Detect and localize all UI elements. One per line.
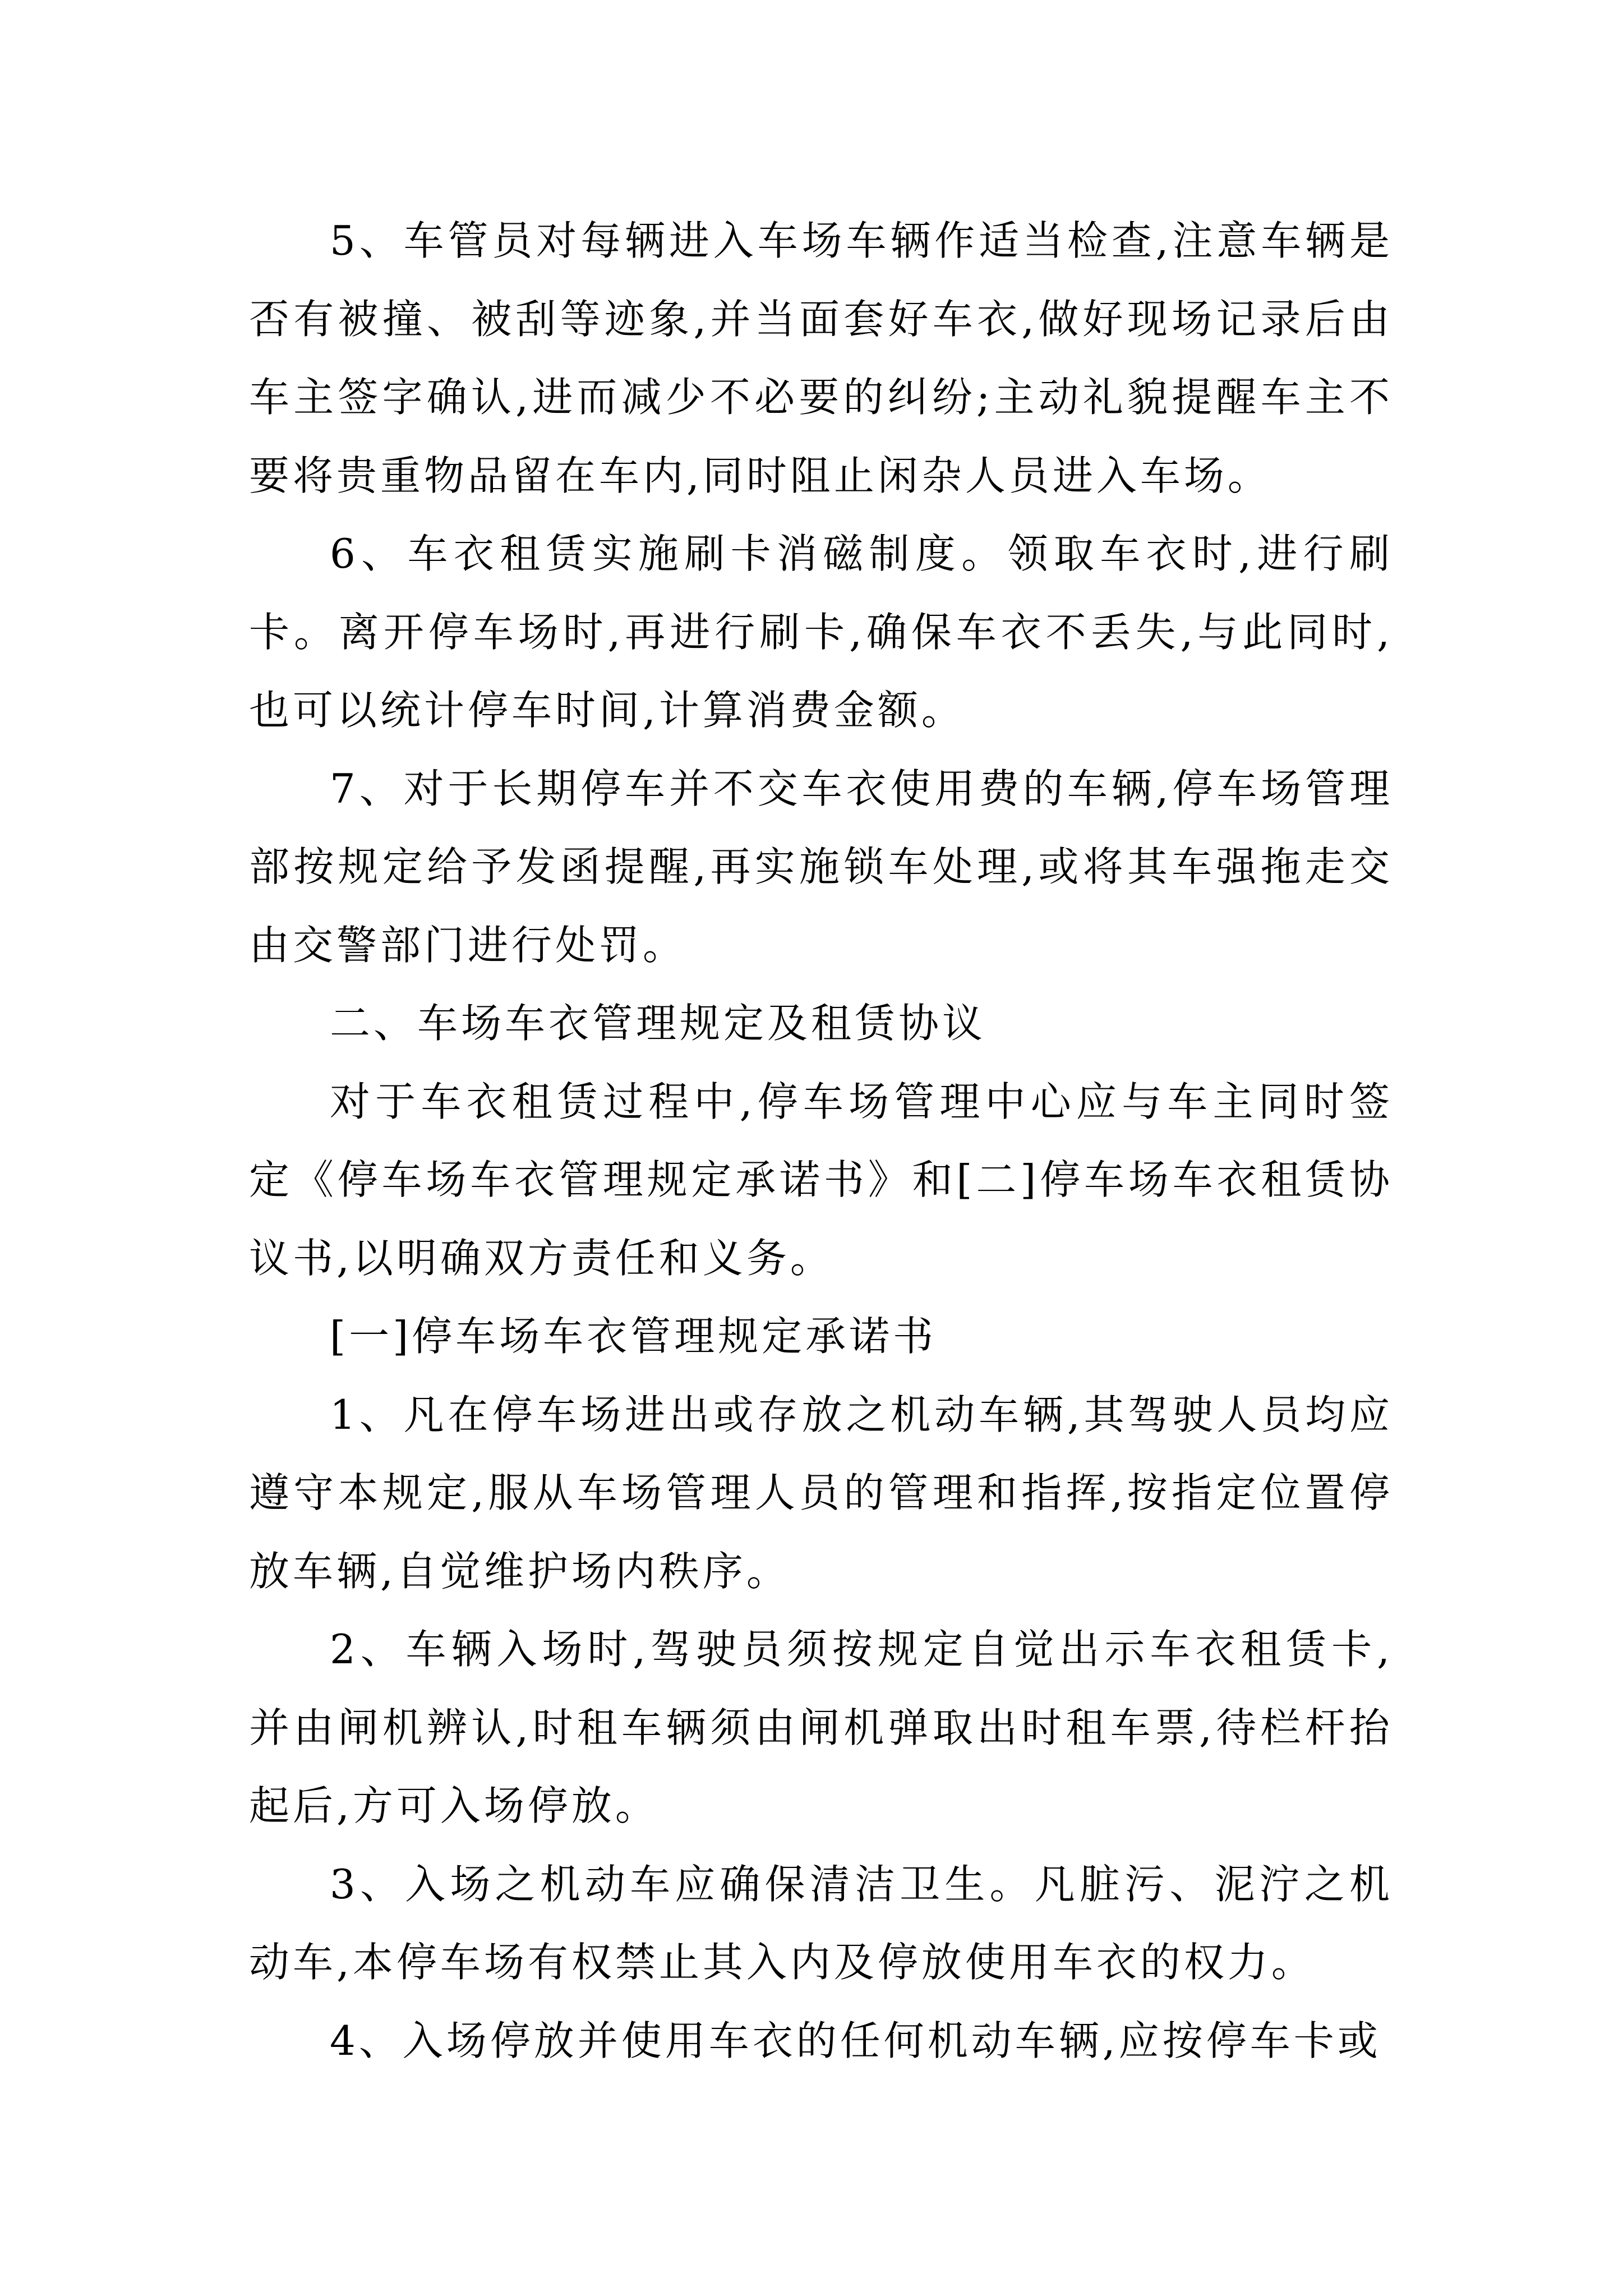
paragraph-item-5: 5、车管员对每辆进入车场车辆作适当检查,注意车辆是否有被撞、被刮等迹象,并当面套好车衣,做好现场记录后由车主签字确认,进而减少不必要的纠纷;主动礼貌提醒车主不要将贵重物品留在车内,同时阻止闲杂人员进入车场。 xyxy=(249,217,1393,499)
rule-item-3: 3、入场之机动车应确保清洁卫生。凡脏污、泥泞之机动车,本停车场有权禁止其入内及停放使用车衣的权力。 xyxy=(249,1860,1393,1986)
subsection-heading-1: [一]停车场车衣管理规定承诺书 xyxy=(330,1313,937,1360)
rule-item-1: 1、凡在停车场进出或存放之机动车辆,其驾驶人员均应遵守本规定,服从车场管理人员的管理和指挥,按指定位置停放车辆,自觉维护场内秩序。 xyxy=(249,1391,1393,1595)
rule-item-4: 4、入场停放并使用车衣的任何机动车辆,应按停车卡或 xyxy=(330,2017,1381,2064)
paragraph-item-7: 7、对于长期停车并不交车衣使用费的车辆,停车场管理部按规定给予发函提醒,再实施锁车处理,或将其车强拖走交由交警部门进行处罚。 xyxy=(249,765,1393,969)
section-intro-paragraph: 对于车衣租赁过程中,停车场管理中心应与车主同时签定《停车场车衣管理规定承诺书》和[二]停车场车衣租赁协议书,以明确双方责任和义务。 xyxy=(249,1078,1393,1282)
rule-item-2: 2、车辆入场时,驾驶员须按规定自觉出示车衣租赁卡,并由闸机辨认,时租车辆须由闸机弹取出时租车票,待栏杆抬起后,方可入场停放。 xyxy=(249,1626,1393,1829)
section-heading-2: 二、车场车衣管理规定及租赁协议 xyxy=(330,1000,986,1047)
paragraph-item-6: 6、车衣租赁实施刷卡消磁制度。领取车衣时,进行刷卡。离开停车场时,再进行刷卡,确保车衣不丢失,与此同时,也可以统计停车时间,计算消费金额。 xyxy=(249,530,1393,734)
document-body xyxy=(249,202,1393,2080)
